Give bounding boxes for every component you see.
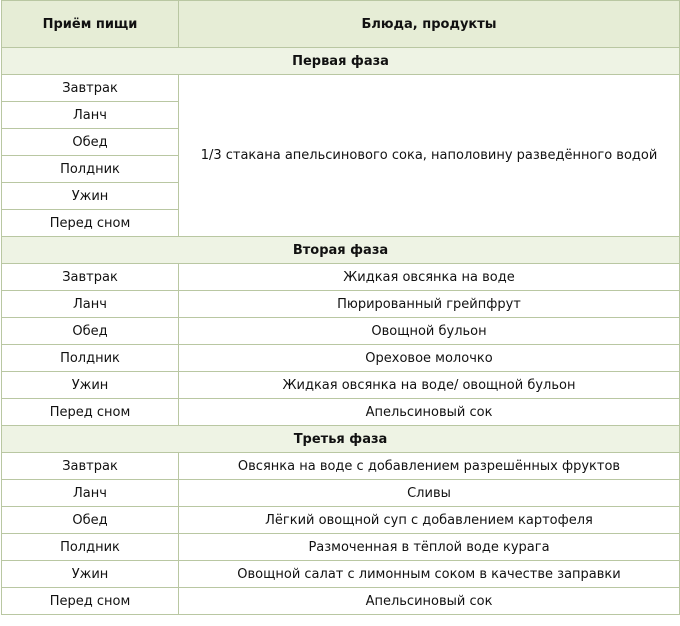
meal-cell: Ланч (2, 102, 179, 129)
header-food: Блюда, продукты (179, 1, 680, 48)
meal-cell: Завтрак (2, 453, 179, 480)
meal-cell: Перед сном (2, 588, 179, 615)
meal-cell: Завтрак (2, 264, 179, 291)
phase-title: Третья фаза (2, 426, 680, 453)
table-row (2, 75, 680, 102)
meal-cell: Перед сном (2, 210, 179, 237)
food-cell: Жидкая овсянка на воде (179, 264, 680, 291)
phase-row (2, 426, 680, 453)
header-meal: Приём пищи (2, 1, 179, 48)
food-cell: Овощной салат с лимонным соком в качестве заправки (179, 561, 680, 588)
food-cell: Ореховое молочко (179, 345, 680, 372)
food-cell: Жидкая овсянка на воде/ овощной бульон (179, 372, 680, 399)
food-cell: Овощной бульон (179, 318, 680, 345)
food-cell: Пюрированный грейпфрут (179, 291, 680, 318)
meal-cell: Ланч (2, 480, 179, 507)
meal-cell: Полдник (2, 534, 179, 561)
phase-title: Вторая фаза (2, 237, 680, 264)
food-cell: Лёгкий овощной суп с добавлением картофеля (179, 507, 680, 534)
table-row (2, 291, 680, 318)
merged-food-cell: 1/3 стакана апельсинового сока, наполовину разведённого водой (179, 75, 680, 237)
phase-row (2, 48, 680, 75)
meal-cell: Ужин (2, 372, 179, 399)
meal-cell: Полдник (2, 156, 179, 183)
food-cell: Овсянка на воде с добавлением разрешённых фруктов (179, 453, 680, 480)
table-row (2, 507, 680, 534)
meal-cell: Ужин (2, 561, 179, 588)
meal-cell: Завтрак (2, 75, 179, 102)
food-cell: Апельсиновый сок (179, 399, 680, 426)
meal-cell: Ланч (2, 291, 179, 318)
table-row (2, 264, 680, 291)
diet-table (1, 0, 680, 615)
table-row (2, 318, 680, 345)
table-row (2, 534, 680, 561)
meal-cell: Обед (2, 507, 179, 534)
meal-cell: Обед (2, 318, 179, 345)
table-row (2, 372, 680, 399)
meal-cell: Перед сном (2, 399, 179, 426)
table-row (2, 561, 680, 588)
food-cell: Сливы (179, 480, 680, 507)
meal-cell: Полдник (2, 345, 179, 372)
table-row (2, 345, 680, 372)
meal-cell: Ужин (2, 183, 179, 210)
meal-cell: Обед (2, 129, 179, 156)
food-cell: Размоченная в тёплой воде курага (179, 534, 680, 561)
phase-title: Первая фаза (2, 48, 680, 75)
table-row (2, 399, 680, 426)
header-row (2, 1, 680, 48)
table-row (2, 453, 680, 480)
table-row (2, 480, 680, 507)
table-row (2, 588, 680, 615)
food-cell: Апельсиновый сок (179, 588, 680, 615)
phase-row (2, 237, 680, 264)
